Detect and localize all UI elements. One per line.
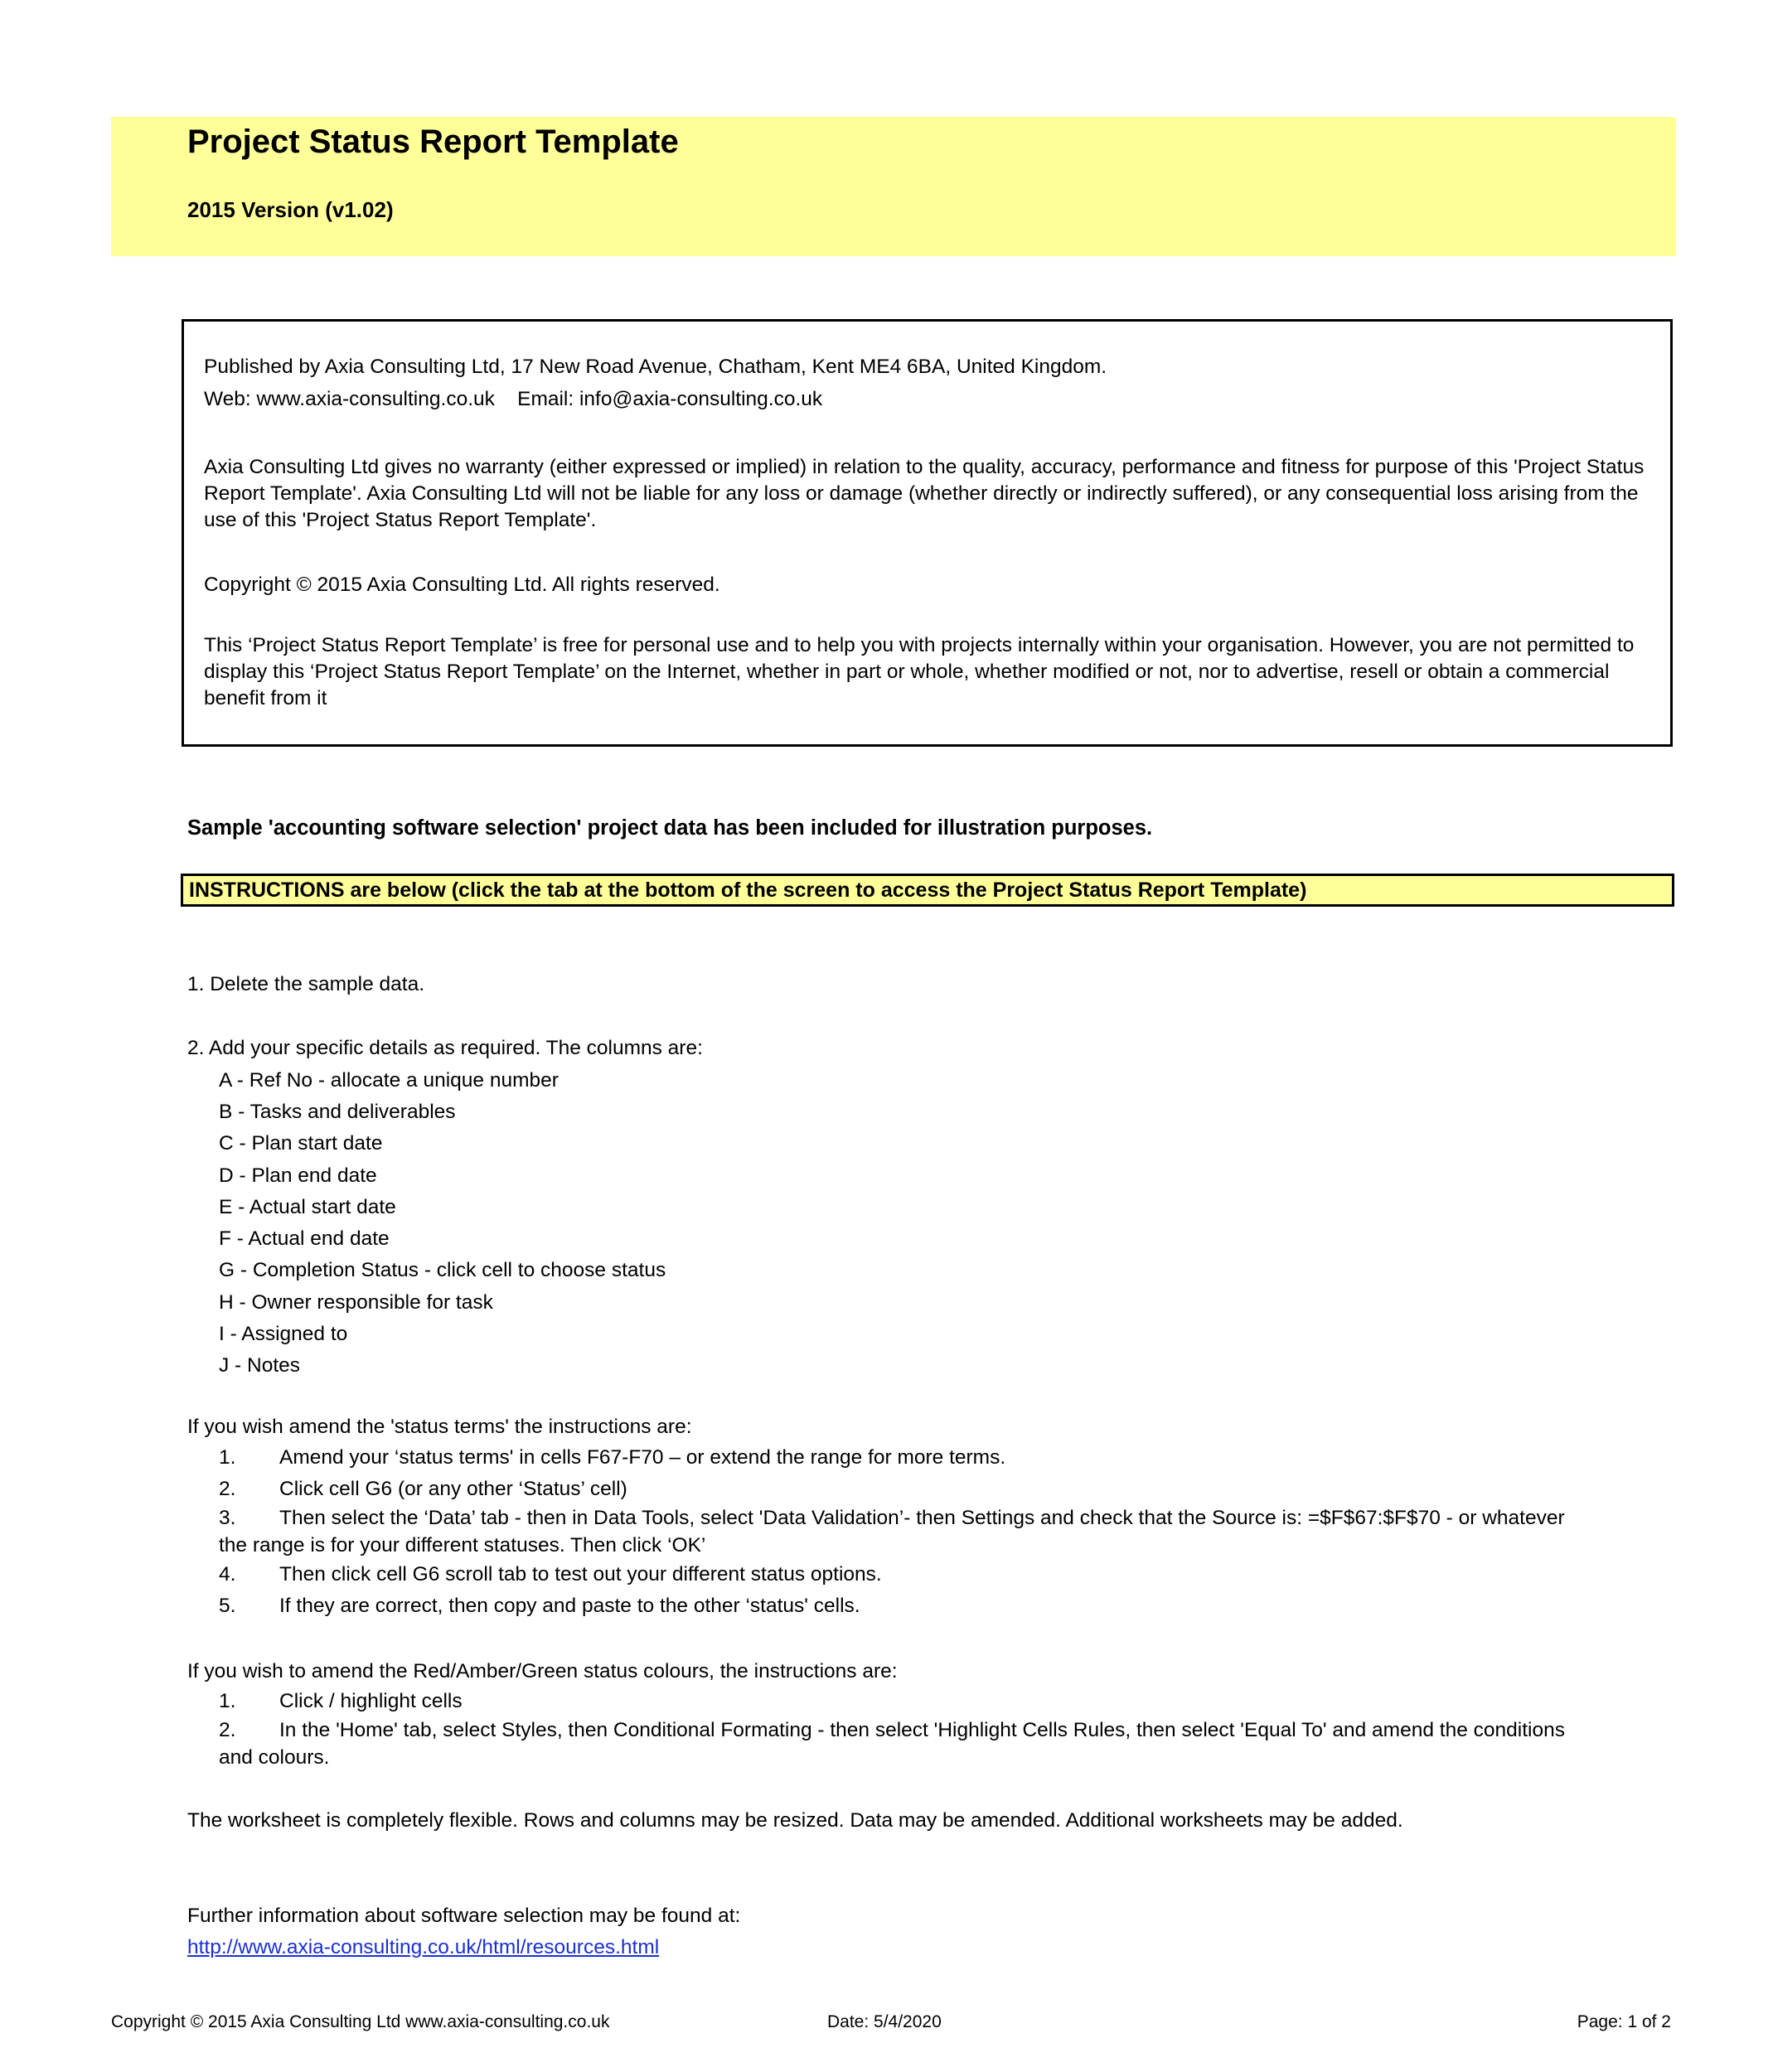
flexible-note: The worksheet is completely flexible. Rows and columns may be resized. Data may be amended. Additional worksheets may be added.: [187, 1809, 1403, 1832]
column-item: A - Ref No - allocate a unique number: [219, 1069, 559, 1092]
status-step-text: Then select the ‘Data’ tab - then in Data Tools, select 'Data Validation’- then Settings and check that the Source is: =$F$67:$F$70 - or whatever: [279, 1507, 1565, 1529]
warranty-text: Axia Consulting Ltd gives no warranty (either expressed or implied) in relation to the quality, accuracy, performance and fitness for purpose of this 'Project Status Report Template'. Axia Consulting Ltd will not be liable for any loss or damage (whether directly or indirectly suffered), or any consequential loss arising from the use of this 'Project Status Report Template'.: [204, 456, 1645, 531]
status-step-number: 4.: [219, 1563, 236, 1585]
status-step-text: Amend your ‘status terms' in cells F67-F70 – or extend the range for more terms.: [279, 1446, 1006, 1469]
status-step-number: 5.: [219, 1595, 236, 1617]
sample-data-note: Sample 'accounting software selection' project data has been included for illustration purposes.: [187, 816, 1153, 840]
status-step-number: 3.: [219, 1507, 236, 1529]
column-item: I - Assigned to: [219, 1323, 348, 1345]
footer-page-number: Page: 1 of 2: [1577, 2012, 1671, 2031]
rag-step-number: 1.: [219, 1690, 236, 1712]
status-step-number: 2.: [219, 1478, 236, 1500]
resources-link[interactable]: http://www.axia-consulting.co.uk/html/resources.html: [187, 1936, 660, 1958]
status-step-text: If they are correct, then copy and paste to the other ‘status' cells.: [279, 1595, 860, 1617]
column-item: F - Actual end date: [219, 1227, 390, 1250]
rag-step-text: In the 'Home' tab, select Styles, then Conditional Formating - then select 'Highlight Cells Rules, then select 'Equal To' and amend the conditions: [279, 1719, 1565, 1741]
rag-step-continuation: and colours.: [219, 1746, 330, 1769]
status-step-text: Then click cell G6 scroll tab to test out your different status options.: [279, 1563, 882, 1585]
publisher-text: Published by Axia Consulting Ltd, 17 New Road Avenue, Chatham, Kent ME4 6BA, United Kingdom.: [204, 356, 1107, 378]
rag-step-number: 2.: [219, 1719, 236, 1741]
contact-text: Web: www.axia-consulting.co.uk Email: info@axia-consulting.co.uk: [204, 388, 823, 410]
column-item: H - Owner responsible for task: [219, 1291, 493, 1314]
rag-colours-intro: If you wish to amend the Red/Amber/Green status colours, the instructions are:: [187, 1660, 898, 1682]
column-item: B - Tasks and deliverables: [219, 1101, 456, 1123]
status-step-number: 1.: [219, 1446, 236, 1469]
column-item: G - Completion Status - click cell to choose status: [219, 1259, 666, 1281]
copyright-text: Copyright © 2015 Axia Consulting Ltd. All rights reserved.: [204, 574, 720, 596]
footer-copyright: Copyright © 2015 Axia Consulting Ltd www.axia-consulting.co.uk: [111, 2012, 610, 2031]
footer-date: Date: 5/4/2020: [827, 2012, 942, 2031]
status-terms-intro: If you wish amend the 'status terms' the instructions are:: [187, 1416, 692, 1438]
step-2: 2. Add your specific details as required. The columns are:: [187, 1037, 703, 1059]
usage-text: This ‘Project Status Report Template’ is free for personal use and to help you with projects internally within your organisation. However, you are not permitted to display this ‘Project Status Report Template’ on the Internet, whether in part or whole, whether modified or not, nor to advertise, resell or obtain a commercial benefit from it: [204, 634, 1635, 709]
version-label: 2015 Version (v1.02): [187, 197, 394, 222]
instructions-banner: INSTRUCTIONS are below (click the tab at the bottom of the screen to access the Project Status Report Template): [181, 874, 1674, 907]
rag-step-text: Click / highlight cells: [279, 1690, 463, 1712]
disclaimer-box: [182, 319, 1673, 747]
column-item: J - Notes: [219, 1354, 301, 1377]
column-item: C - Plan start date: [219, 1132, 383, 1155]
status-step-continuation: the range is for your different statuses. Then click ‘OK’: [219, 1534, 706, 1556]
column-item: E - Actual start date: [219, 1196, 396, 1218]
page-title: Project Status Report Template: [187, 123, 679, 160]
column-item: D - Plan end date: [219, 1164, 377, 1187]
title-banner: [111, 117, 1676, 256]
step-1: 1. Delete the sample data.: [187, 973, 425, 995]
status-step-text: Click cell G6 (or any other ‘Status’ cell): [279, 1478, 627, 1500]
further-info-label: Further information about software selection may be found at:: [187, 1905, 741, 1927]
